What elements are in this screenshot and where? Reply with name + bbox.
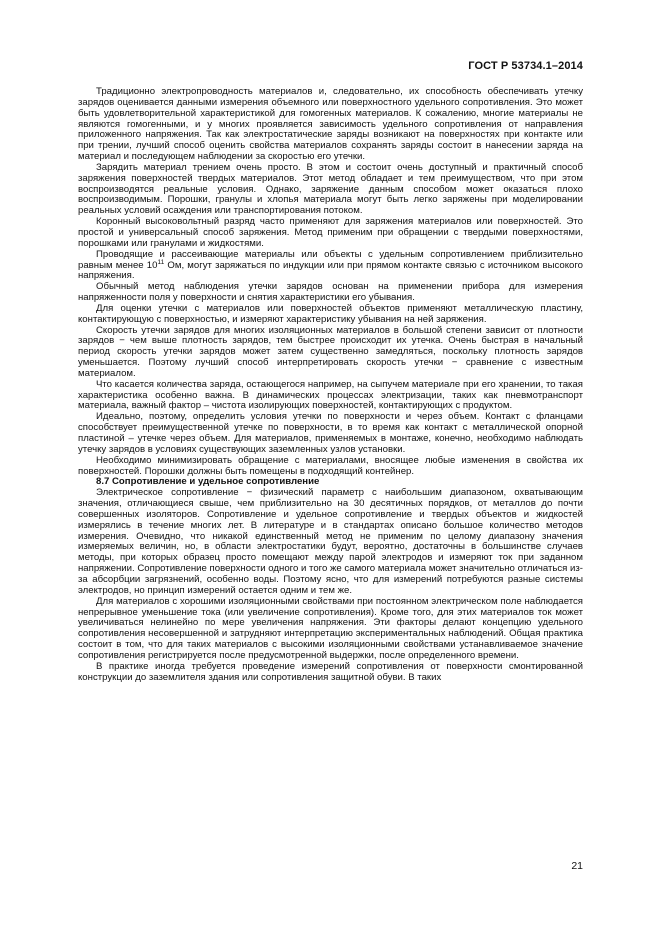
paragraph: Для оценки утечки с материалов или поверхностей объектов применяют металлическую пластину, контактирующую с поверхностью, и измеряют характеристику убывания на ней заряжения. xyxy=(78,302,583,325)
text-span: Ом, могут заряжаться по индукции или при прямом контакте связью с источником высокого напряжения. xyxy=(78,259,583,282)
paragraph: Коронный высоковольтный разряд часто применяют для заряжения материалов или поверхностей. Это простой и универсальный способ заряжения. Метод применим при обращении с твердыми поверхностями, порошками или гранулами и жидкостями. xyxy=(78,216,583,249)
paragraph: Обычный метод наблюдения утечки зарядов основан на применении прибора для измерения напряженности поля у поверхности и снятия характеристики его убывания. xyxy=(78,281,583,304)
text-span: Проводящие и рассеивающие материалы или объекты с удельным сопротивлением приблизительно равным менее 10 xyxy=(78,248,583,271)
paragraph: Для материалов с хорошими изоляционными свойствами при постоянном электрическом поле наблюдается непрерывное уменьшение тока (или увеличение сопротивления). Кроме того, для этих материалов ток может увеличиваться нелинейно по мере увеличения напряжения. Эти факторы делают концепцию удельного сопротивления несовершенной и затрудняют интерпретацию экспериментальных наблюдений. Общая практика состоит в том, что для таких материалов с высокими изоляционными свойствами устанавливаемое значение сопротивления регистрируется после предусмотренной выдержки, после определенного времени. xyxy=(78,595,583,661)
paragraph: Электрическое сопротивление − физический параметр с наибольшим диапазоном, охватывающим значения, отличающиеся свыше, чем приблизительно на 30 десятичных порядков, от металлов до почти совершенных изоляторов. Сопротивление и удельное сопротивление и твердых объектов и жидкостей измерялись в течение многих лет. В литературе и в стандартах описано большое количество методов измерения. Очевидно, что никакой единственный метод не применим по целому диапазону значения измеряемых величин, но, в области электростатики будут, вероятно, достаточны в большинстве случаев методы, при которых образец просто помещают между парой электродов и измеряют ток при заданном напряжении. Сопротивление поверхности одного и того же самого материала может значительно отличаться из-за абсорбции загрязнений, особенно воды. Поэтому ясно, что для измерений потребуются разные системы электродов, но принцип измерений остается одним и тем же. xyxy=(78,487,583,596)
paragraph: Зарядить материал трением очень просто. В этом и состоит очень доступный и практичный способ заряжения поверхностей твердых материалов. Этот метод обладает и тем преимуществом, что при этом воспроизводятся реальные условия. Однако, заряжение данным способом может оказаться плохо воспроизводимым. Порошки, гранулы и хлопья материала могут быть легко заряжены при моделировании реальных условий осаждения или транспортирования потоком. xyxy=(78,161,583,217)
paragraph: Необходимо минимизировать обращение с материалами, вносящее любые изменения в свойства их поверхностей. Порошки должны быть помещены в подходящий контейнер. xyxy=(78,454,583,477)
paragraph: Скорость утечки зарядов для многих изоляционных материалов в большой степени зависит от плотности зарядов − чем выше плотность зарядов, тем быстрее происходит их утечка. Очень быстрая в начальный период скорость утечки зарядов может затем существенно замедляться, поскольку плотность зарядов уменьшается. Поэтому лучший способ интерпретировать скорость утечки − сравнение с известным материалом. xyxy=(78,324,583,379)
exponent: 11 xyxy=(157,258,165,266)
section-heading: 8.7 Сопротивление и удельное сопротивление xyxy=(96,476,320,488)
document-id-header: ГОСТ Р 53734.1–2014 xyxy=(468,60,583,72)
paragraph: Традиционно электропроводность материалов и, следовательно, их способность обеспечивать утечку зарядов оценивается данными измерения объемного или поверхностного удельного сопротивления. Это может быть удовлетворительной характеристикой для гомогенных материалов. К сожалению, многие материалы не являются гомогенными, и у многих проявляется зависимость удельного сопротивления от направления приложенного напряжения. Так как электростатические заряды возникают на поверхностях при контакте или при трении, лучший способ оценить свойства материалов сохранять заряды состоит в нанесении заряда на материал и последующем наблюдении за скоростью его утечки. xyxy=(78,86,583,163)
paragraph: Идеально, поэтому, определить условия утечки по поверхности и через объем. Контакт с фланцами способствует преимущественной утечке по поверхности, в то время как контакт с металлической опорной пластиной – утечке через объем. Для материалов, применяемых в монтаже, конечно, необходимо наблюдать утечку зарядов в условиях существующих заземленных узлов установки. xyxy=(78,411,583,455)
paragraph-resistivity xyxy=(78,250,583,283)
paragraph: Что касается количества заряда, остающегося например, на сыпучем материале при его хранении, то такая характеристика особенно важна. В динамических процессах электризации, таких как пневмотранспорт материала, важный фактор – чистота изолирующих поверхностей, контактирующих с продуктом. xyxy=(78,378,583,412)
page-number: 21 xyxy=(571,860,583,872)
document-body xyxy=(78,87,583,683)
paragraph: В практике иногда требуется проведение измерений сопротивления от поверхности смонтированной конструкции до заземлителя здания или сопротивления защитной обуви. В таких xyxy=(78,660,583,683)
